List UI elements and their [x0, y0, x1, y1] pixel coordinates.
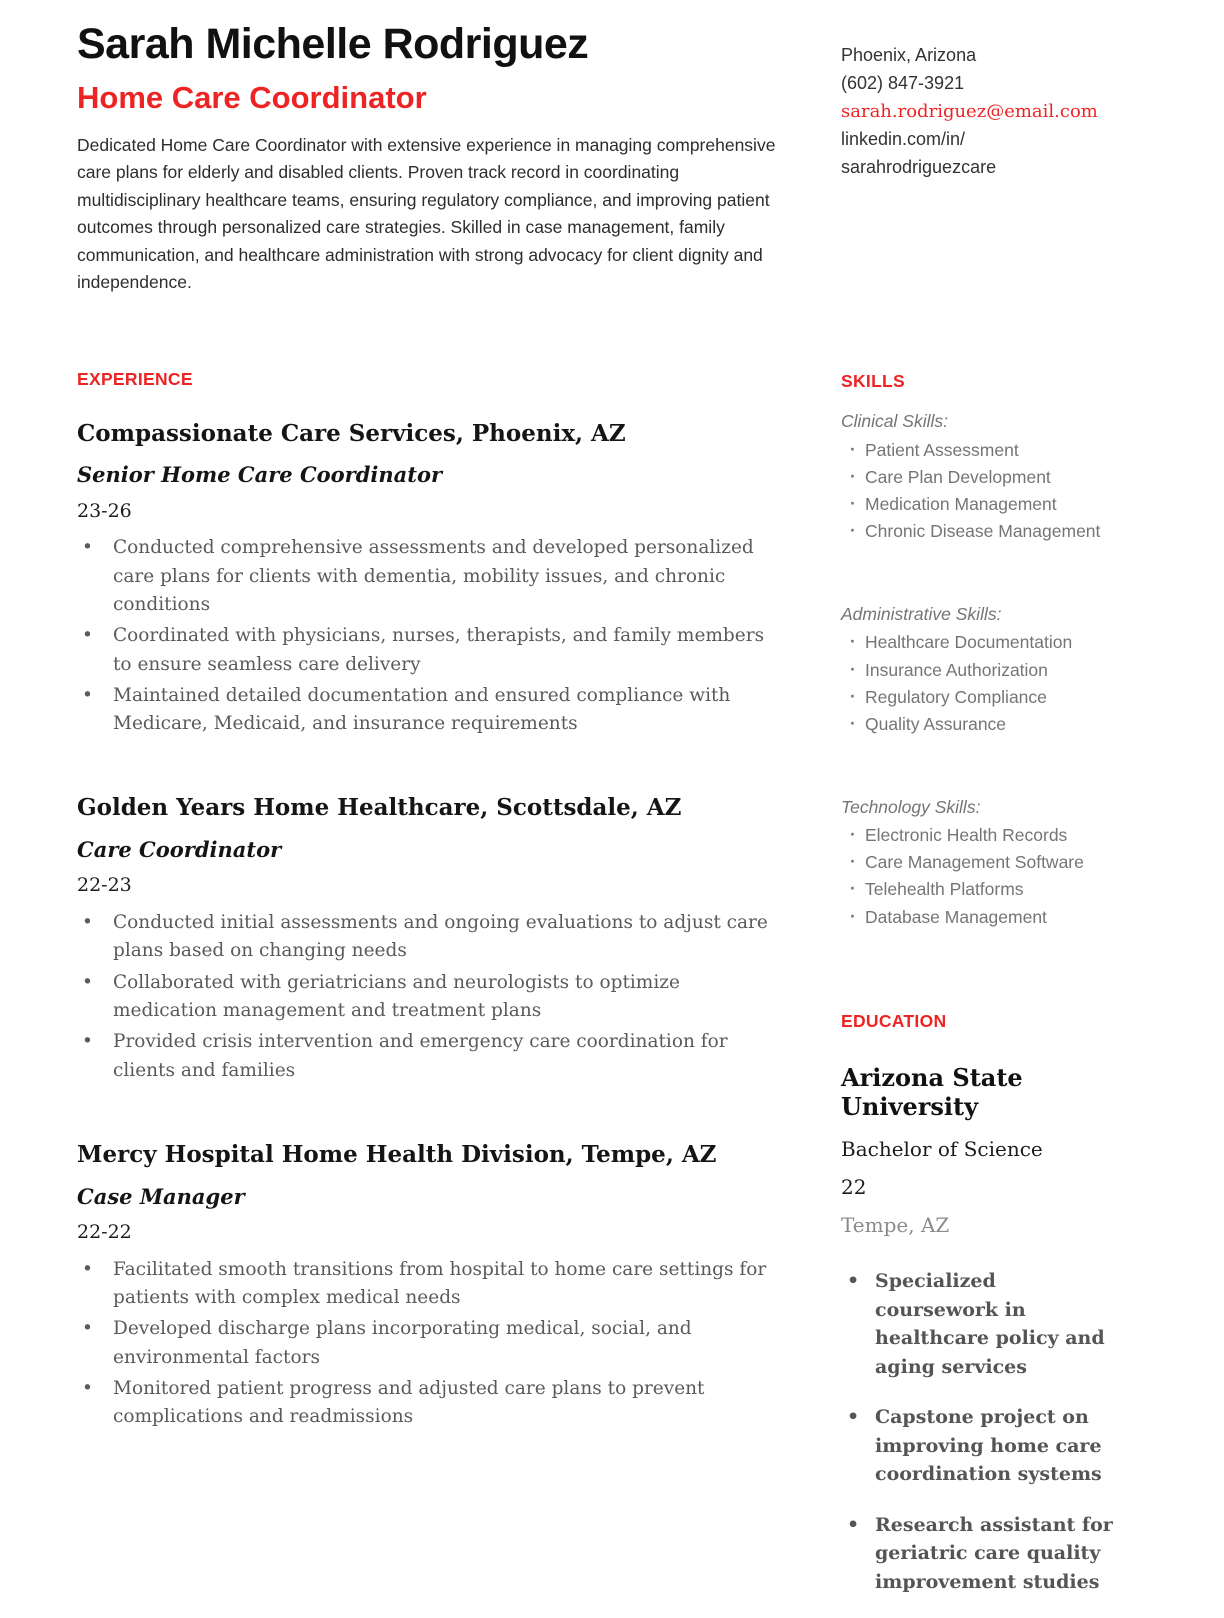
education-section-heading: EDUCATION: [841, 1010, 947, 1031]
skill-item: · Insurance Authorization: [865, 657, 1147, 684]
main-column: [77, 20, 785, 1618]
company-name: Mercy Hospital Home Health Division, Tempe, AZ: [77, 1140, 717, 1168]
contact-phone: (602) 847-3921: [841, 72, 965, 93]
job-bullet: • Facilitated smooth transitions from hospital to home care settings for patients with complex medical needs: [113, 1256, 785, 1313]
skill-item: · Regulatory Compliance: [865, 684, 1147, 711]
job-bullet: • Collaborated with geriatricians and neurologists to optimize medication management and treatment plans: [113, 969, 785, 1026]
skill-group-label: Administrative Skills:: [841, 604, 1002, 625]
school-name: Arizona State University: [841, 1062, 1023, 1121]
job-bullet: • Maintained detailed documentation and ensured compliance with Medicare, Medicaid, and insurance requirements: [113, 682, 785, 739]
candidate-name: Sarah Michelle Rodriguez: [77, 20, 589, 68]
education-highlight: • Specialized coursework in healthcare policy and aging services: [875, 1267, 1117, 1381]
skill-group: [841, 408, 1147, 545]
job-title: Senior Home Care Coordinator: [77, 462, 443, 488]
skill-group-label: Technology Skills:: [841, 796, 981, 817]
contact-linkedin-line1: linkedin.com/in/: [841, 128, 966, 149]
education-year: 22: [841, 1175, 867, 1200]
job-dates: 22-23: [77, 874, 132, 897]
skills-section-heading: SKILLS: [841, 371, 906, 392]
contact-location: Phoenix, Arizona: [841, 45, 977, 65]
job-title: Care Coordinator: [77, 837, 282, 863]
skill-item-list: [841, 437, 1147, 546]
job-bullet: • Conducted initial assessments and ongoing evaluations to adjust care plans based on changing needs: [113, 909, 785, 966]
candidate-title: Home Care Coordinator: [77, 80, 427, 116]
job-bullet: • Coordinated with physicians, nurses, therapists, and family members to ensure seamless care delivery: [113, 622, 785, 679]
skill-item: · Database Management: [865, 904, 1147, 931]
education-highlight: • Capstone project on improving home care coordination systems: [875, 1403, 1117, 1489]
education-location: Tempe, AZ: [841, 1213, 950, 1238]
job-bullet-list: [77, 534, 785, 738]
contact-linkedin-line2: sarahrodriguezcare: [841, 156, 997, 177]
skill-item: · Medication Management: [865, 491, 1147, 518]
skill-group: [841, 794, 1147, 931]
experience-entry: [77, 794, 785, 1085]
job-title: Case Manager: [77, 1183, 245, 1209]
skill-item: · Telehealth Platforms: [865, 876, 1147, 903]
sidebar-column: [841, 20, 1147, 1618]
skill-item: · Healthcare Documentation: [865, 629, 1147, 656]
skill-item: · Care Plan Development: [865, 464, 1147, 491]
company-name: Golden Years Home Healthcare, Scottsdale, AZ: [77, 794, 682, 822]
skill-item: · Electronic Health Records: [865, 822, 1147, 849]
degree: Bachelor of Science: [841, 1137, 1043, 1162]
skill-item-list: [841, 822, 1147, 931]
job-bullet: • Monitored patient progress and adjusted care plans to prevent complications and readmissions: [113, 1375, 785, 1432]
professional-summary: Dedicated Home Care Coordinator with extensive experience in managing comprehensive care plans for elderly and disabled clients. Proven track record in coordinating multidisciplinary healthcare teams, ensuring regulatory compliance, and improving patient outcomes through personalized care strategies. Skilled in case management, family communication, and healthcare administration with strong advocacy for client dignity and independence.: [77, 134, 776, 293]
skill-item: · Chronic Disease Management: [865, 518, 1147, 545]
skill-group: [841, 601, 1147, 738]
job-dates: 22-22: [77, 1220, 132, 1243]
job-bullet: • Provided crisis intervention and emergency care coordination for clients and families: [113, 1028, 785, 1085]
contact-linkedin-link[interactable]: [841, 126, 1147, 182]
job-dates: 23-26: [77, 499, 132, 522]
skill-item: · Quality Assurance: [865, 711, 1147, 738]
skill-item: · Care Management Software: [865, 849, 1147, 876]
contact-email-link[interactable]: sarah.rodriguez@email.com: [841, 100, 1098, 122]
skill-item: · Patient Assessment: [865, 437, 1147, 464]
education-highlight-list: [841, 1267, 1117, 1596]
contact-block: [841, 42, 1147, 181]
job-bullet: • Conducted comprehensive assessments and developed personalized care plans for clients with dementia, mobility issues, and chronic conditions: [113, 534, 785, 619]
company-name: Compassionate Care Services, Phoenix, AZ: [77, 419, 626, 447]
job-bullet-list: [77, 1256, 785, 1432]
skill-group-label: Clinical Skills:: [841, 411, 948, 432]
job-bullet-list: [77, 909, 785, 1085]
job-bullet: • Developed discharge plans incorporating medical, social, and environmental factors: [113, 1315, 785, 1372]
skill-item-list: [841, 629, 1147, 738]
experience-entry: [77, 1141, 785, 1432]
experience-entry: [77, 420, 785, 739]
education-highlight: • Research assistant for geriatric care quality improvement studies: [875, 1511, 1117, 1597]
experience-section-heading: EXPERIENCE: [77, 368, 193, 389]
